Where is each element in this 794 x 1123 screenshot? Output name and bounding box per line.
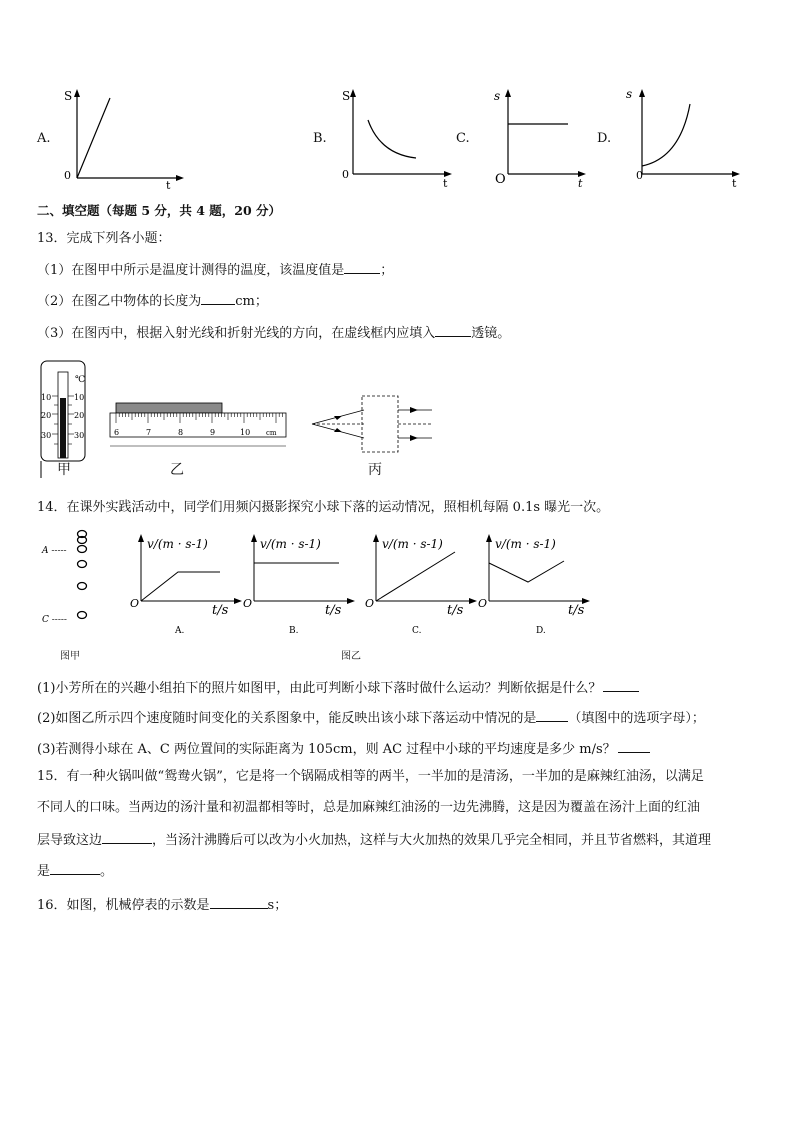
graph-b bbox=[340, 86, 460, 192]
option-a-label: A. bbox=[37, 131, 51, 146]
thermometer-liquid bbox=[60, 398, 66, 458]
q15-line3 bbox=[37, 831, 711, 849]
graph-a-x-label: t bbox=[166, 179, 171, 192]
vt-option-label: B. bbox=[289, 626, 299, 636]
vt-graph-b bbox=[241, 530, 356, 640]
q13-part3-text: （3）在图丙中，根据入射光线和折射光线的方向，在虚线框内应填入 bbox=[37, 326, 436, 341]
graph-d-x-label: t bbox=[732, 177, 737, 190]
y-arrow bbox=[639, 89, 645, 97]
q16-end: s； bbox=[267, 898, 288, 913]
vt-line bbox=[376, 552, 455, 601]
q14-part1-text: (1)小芳所在的兴趣小组拍下的照片如图甲，由此可判断小球下落时做什么运动？判断依据是什么？ bbox=[37, 681, 602, 696]
fig-label-yi: 乙 bbox=[170, 462, 184, 478]
y-arrow bbox=[350, 89, 356, 97]
graph-c-y-label: s bbox=[494, 89, 501, 103]
graph-d-origin: 0 bbox=[636, 169, 643, 182]
thermometer-tick-label: 30 bbox=[41, 431, 52, 440]
q14-part3 bbox=[37, 740, 650, 758]
ball-image bbox=[78, 612, 87, 619]
answer-blank[interactable] bbox=[102, 831, 152, 844]
ball-image bbox=[78, 583, 87, 590]
q13-part3 bbox=[37, 324, 510, 342]
thermometer-tick-label: 10 bbox=[74, 393, 85, 402]
position-a-label: A ----- bbox=[42, 546, 67, 556]
q13-stem: 13．完成下列各小题： bbox=[37, 231, 171, 246]
answer-blank[interactable] bbox=[618, 740, 650, 753]
answer-blank[interactable] bbox=[201, 292, 235, 305]
ball-image bbox=[78, 561, 87, 568]
q14-part2-end: （填图中的选项字母）； bbox=[568, 711, 705, 726]
vt-graph-a bbox=[128, 530, 243, 640]
thermometer-tick-label: 20 bbox=[41, 411, 52, 420]
graph-d-curve bbox=[642, 104, 690, 166]
q15-line3-start: 层导致这边 bbox=[37, 833, 103, 848]
ruler-unit: cm bbox=[266, 429, 277, 437]
q13-part1-end: ； bbox=[380, 263, 394, 278]
fig-label-bing: 丙 bbox=[368, 462, 382, 478]
section-heading: 二、填空题（每题 5 分，共 4 题，20 分） bbox=[37, 203, 282, 218]
q15-line4-start: 是 bbox=[37, 864, 51, 879]
q15-line1: 15．有一种火锅叫做“鸳鸯火锅”，它是将一个锅隔成相等的两半，一半加的是清汤，一半加的是麻辣红油汤，以满足 bbox=[37, 769, 704, 784]
vt-x-label: t/s bbox=[568, 603, 585, 618]
graph-d bbox=[622, 86, 746, 192]
q15-line4 bbox=[37, 862, 113, 880]
q13-part2 bbox=[37, 292, 268, 310]
vt-y-label: v/(m · s-1) bbox=[260, 537, 321, 551]
thermometer-unit: ℃ bbox=[75, 375, 86, 385]
vt-option-label: A. bbox=[175, 626, 185, 636]
thermometer-tick-label: 20 bbox=[74, 411, 85, 420]
vt-graph-d bbox=[476, 530, 591, 640]
q16-stem bbox=[37, 896, 287, 914]
vt-origin: O bbox=[365, 597, 375, 610]
vt-y-label: v/(m · s-1) bbox=[382, 537, 443, 551]
graph-a-origin: 0 bbox=[64, 169, 71, 182]
graph-a-line bbox=[77, 98, 110, 178]
q13-part2-end: cm； bbox=[235, 294, 268, 309]
answer-blank[interactable] bbox=[536, 709, 568, 722]
vt-line bbox=[489, 561, 564, 582]
ball-image bbox=[78, 546, 87, 553]
option-d-label: D. bbox=[597, 131, 612, 146]
q14-part3-text: (3)若测得小球在 A、C 两位置间的实际距离为 105cm，则 AC 过程中小球的平均速度是多少 m/s？ bbox=[37, 742, 616, 757]
ruler-tick-label: 9 bbox=[210, 428, 216, 437]
answer-blank[interactable] bbox=[344, 261, 380, 274]
answer-blank[interactable] bbox=[210, 896, 268, 909]
q15-line2: 不同人的口味。当两边的汤汁量和初温都相等时，总是加麻辣红油汤的一边先沸腾，这是因为覆盖在汤汁上面的红油 bbox=[37, 800, 701, 815]
strobe-photo bbox=[40, 526, 98, 630]
ruler-tick-label: 6 bbox=[114, 428, 120, 437]
vt-option-label: D. bbox=[536, 626, 546, 636]
q14-part2-text: (2)如图乙所示四个速度随时间变化的关系图象中，能反映出该小球下落运动中情况的是 bbox=[37, 711, 537, 726]
q14-stem: 14．在课外实践活动中，同学们用频闪摄影探究小球下落的运动情况，照相机每隔 0.1s 曝光一次。 bbox=[37, 500, 610, 515]
vt-option-label: C. bbox=[412, 626, 422, 636]
option-b-label: B. bbox=[313, 131, 327, 146]
q15-line4-end: 。 bbox=[100, 864, 114, 879]
ruler-figure bbox=[106, 398, 290, 450]
vt-x-label: t/s bbox=[212, 603, 229, 618]
graph-b-y-label: S bbox=[342, 89, 351, 103]
q13-part1-text: （1）在图甲中所示是温度计测得的温度，该温度值是 bbox=[37, 263, 345, 278]
graph-a bbox=[60, 86, 190, 192]
thermometer-tick-label: 30 bbox=[74, 431, 85, 440]
q15-line3-end: ，当汤汁沸腾后可以改为小火加热，这样与大火加热的效果几乎完全相同，并且节省燃料，其道理 bbox=[152, 833, 712, 848]
y-arrow bbox=[74, 89, 80, 97]
y-arrow bbox=[505, 89, 511, 97]
graph-d-y-label: s bbox=[626, 87, 633, 101]
vt-x-label: t/s bbox=[447, 603, 464, 618]
fig-caption-yi: 图乙 bbox=[341, 651, 361, 662]
graph-c-origin: O bbox=[495, 172, 506, 187]
q13-part3-end: 透镜。 bbox=[471, 326, 511, 341]
graph-b-x-label: t bbox=[443, 177, 448, 190]
lens-figure bbox=[306, 390, 438, 454]
fig-caption-jia: 图甲 bbox=[60, 651, 80, 662]
ruler-body bbox=[110, 413, 286, 437]
answer-blank[interactable] bbox=[603, 679, 639, 692]
ruler-tick-label: 8 bbox=[178, 428, 184, 437]
option-c-label: C. bbox=[456, 131, 470, 146]
answer-blank[interactable] bbox=[50, 862, 100, 875]
vt-origin: O bbox=[478, 597, 488, 610]
ruler-tick-label: 7 bbox=[146, 428, 152, 437]
vt-origin: O bbox=[130, 597, 140, 610]
vt-graph-c bbox=[363, 530, 478, 640]
vt-y-label: v/(m · s-1) bbox=[495, 537, 556, 551]
answer-blank[interactable] bbox=[435, 324, 471, 337]
lens-dashed-box bbox=[362, 396, 398, 452]
vt-line bbox=[141, 572, 220, 601]
vt-origin: O bbox=[243, 597, 253, 610]
vt-y-label: v/(m · s-1) bbox=[147, 537, 208, 551]
q16-text: 16．如图，机械停表的示数是 bbox=[37, 898, 210, 913]
graph-b-origin: 0 bbox=[342, 168, 349, 181]
q13-part1 bbox=[37, 261, 393, 279]
thermometer-tick-label: 10 bbox=[41, 393, 52, 402]
position-c-label: C ----- bbox=[42, 615, 67, 625]
ruler-tick-label: 10 bbox=[240, 428, 251, 437]
fig-label-jia: 甲 bbox=[57, 462, 71, 478]
q14-part1 bbox=[37, 679, 639, 697]
x-arrow bbox=[176, 175, 184, 181]
measured-object bbox=[116, 403, 222, 413]
q13-part2-text: （2）在图乙中物体的长度为 bbox=[37, 294, 202, 309]
graph-c-x-label: t bbox=[578, 177, 583, 190]
q14-part2 bbox=[37, 709, 705, 727]
vt-x-label: t/s bbox=[325, 603, 342, 618]
graph-b-curve bbox=[368, 120, 416, 158]
graph-a-y-label: S bbox=[64, 89, 73, 103]
graph-c bbox=[490, 86, 590, 192]
